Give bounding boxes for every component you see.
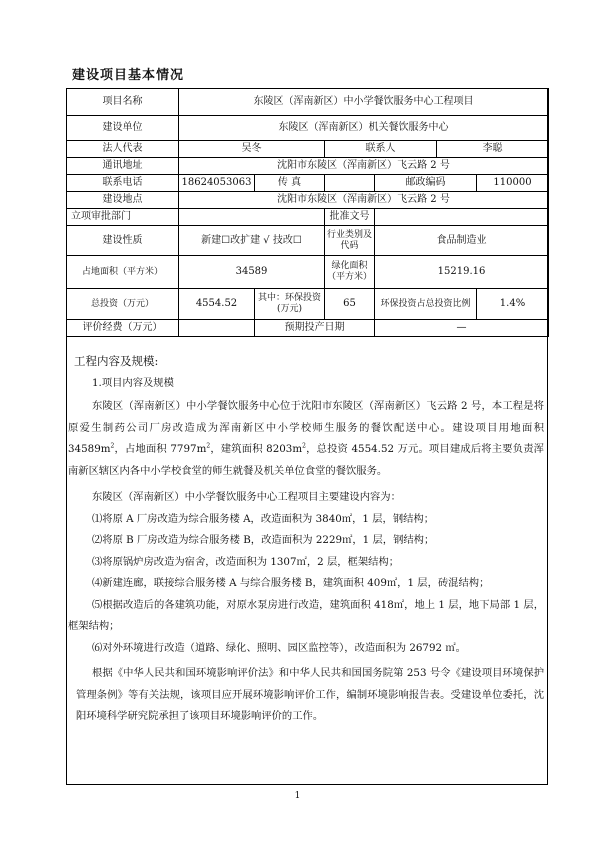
project-name-label: 项目名称 bbox=[67, 89, 179, 116]
env-invest-value: 65 bbox=[325, 289, 375, 320]
legal-label: 法人代表 bbox=[67, 141, 179, 158]
address-label: 通讯地址 bbox=[67, 158, 179, 175]
industry-value: 食品制造业 bbox=[375, 226, 549, 256]
scope-item-3: ⑶将原锅炉房改造为宿舍，改造面积为 1307㎡，2 层，框架结构； bbox=[92, 555, 400, 568]
content-subheading: 1.项目内容及规模 bbox=[92, 376, 174, 389]
project-name-value: 东陵区（浑南新区）中小学餐饮服务中心工程项目 bbox=[179, 89, 549, 116]
scope-item-2: ⑵将原 B 厂房改造为综合服务楼 B，改造面积为 2229㎡，1 层，钢结构； bbox=[92, 534, 435, 546]
page-number: 1 bbox=[294, 791, 301, 801]
unit-label: 建设单位 bbox=[67, 116, 179, 141]
phone-label: 联系电话 bbox=[67, 175, 179, 192]
scope-item-1: ⑴将原 A 厂房改造为综合服务楼 A，改造面积为 3840㎡，1 层，钢结构； bbox=[92, 512, 435, 525]
scope-item-5: ⑸根据改造后的各建筑功能，对原水泵房进行改造，建筑面积 418㎡，地上 1 层，地下局部 1 层，框架结构； bbox=[68, 598, 544, 632]
postcode-label: 邮政编码 bbox=[375, 175, 477, 192]
paragraph-legal-basis: 根据《中华人民共和国环境影响评价法》和中华人民共和国国务院第 253 号令《建设项目环境保护管理条例》等有关法规，该项目应开展环境影响评价工作，编制环境影响报告表。受建设单位委托，沈阳环境科学研究院承担了该项目环境影响评价的工作。 bbox=[76, 667, 544, 722]
basic-info-table bbox=[66, 88, 549, 337]
green-value: 15219.16 bbox=[375, 256, 549, 289]
site-label: 建设地点 bbox=[67, 192, 179, 209]
site-value: 沈阳市东陵区（浑南新区）飞云路 2 号 bbox=[179, 192, 549, 209]
scope-item-6: ⑹对外环境进行改造（道路、绿化、照明、园区监控等），改造面积为 26792 ㎡。 bbox=[92, 641, 466, 654]
industry-label: 行业类别及代码 bbox=[325, 226, 375, 256]
green-label: 绿化面积（平方米） bbox=[325, 256, 375, 289]
nature-value: 新建☐改扩建 √ 技改☐ bbox=[179, 226, 325, 256]
address-value: 沈阳市东陵区（浑南新区）飞云路 2 号 bbox=[179, 158, 549, 175]
contact-value: 李聪 bbox=[437, 141, 549, 158]
unit-value: 东陵区（浑南新区）机关餐饮服务中心 bbox=[179, 116, 549, 141]
env-ratio-value: 1.4% bbox=[477, 289, 549, 320]
phone-value: 18624053063 bbox=[179, 175, 255, 192]
postcode-value: 110000 bbox=[477, 175, 549, 192]
invest-label: 总投资（万元） bbox=[67, 289, 179, 320]
project-content bbox=[68, 351, 544, 728]
eval-fee-value bbox=[179, 320, 255, 337]
env-invest-label: 其中：环保投资(万元) bbox=[255, 289, 325, 320]
env-ratio-label: 环保投资占总投资比例 bbox=[375, 289, 477, 320]
nature-label: 建设性质 bbox=[67, 226, 179, 256]
area-label: 占地面积（平方米） bbox=[67, 256, 179, 289]
area-value: 34589 bbox=[179, 256, 325, 289]
invest-value: 4554.52 bbox=[179, 289, 255, 320]
fax-label: 传 真 bbox=[255, 175, 325, 192]
content-heading: 工程内容及规模: bbox=[74, 354, 159, 368]
fax-value bbox=[325, 175, 375, 192]
section-title: 建设项目基本情况 bbox=[72, 68, 185, 83]
eval-fee-label: 评价经费（万元） bbox=[67, 320, 179, 337]
prod-date-label: 预期投产日期 bbox=[255, 320, 375, 337]
legal-value: 吴冬 bbox=[179, 141, 325, 158]
paragraph-overview: 东陵区（浑南新区）中小学餐饮服务中心位于沈阳市东陵区（浑南新区）飞云路 2 号，本工程是将原爱生制药公司厂房改造成为浑南新区中小学校师生服务的餐饮配送中心。建设项目用地面积 $34589m^2$，占地面积 $7797m^2$，建筑面积 $8203m^2$，总投资 4554.52 万元。项目建成后将主要负责浑南新区辖区内各中小学校食堂的师生就餐及机关单位食堂的餐饮服务。 bbox=[68, 400, 544, 477]
approval-no-label: 批准文号 bbox=[325, 209, 375, 226]
paragraph-scope-intro: 东陵区（浑南新区）中小学餐饮服务中心工程项目主要建设内容为： bbox=[92, 491, 401, 503]
approval-dept-label: 立项审批部门 bbox=[67, 209, 179, 226]
scope-item-4: ⑷新建连廊，联接综合服务楼 A 与综合服务楼 B，建筑面积 409㎡，1 层，砖混结构； bbox=[92, 577, 490, 589]
approval-dept-value bbox=[179, 209, 325, 226]
prod-date-value: — bbox=[375, 320, 549, 337]
contact-label: 联系人 bbox=[325, 141, 437, 158]
approval-no-value bbox=[375, 209, 549, 226]
